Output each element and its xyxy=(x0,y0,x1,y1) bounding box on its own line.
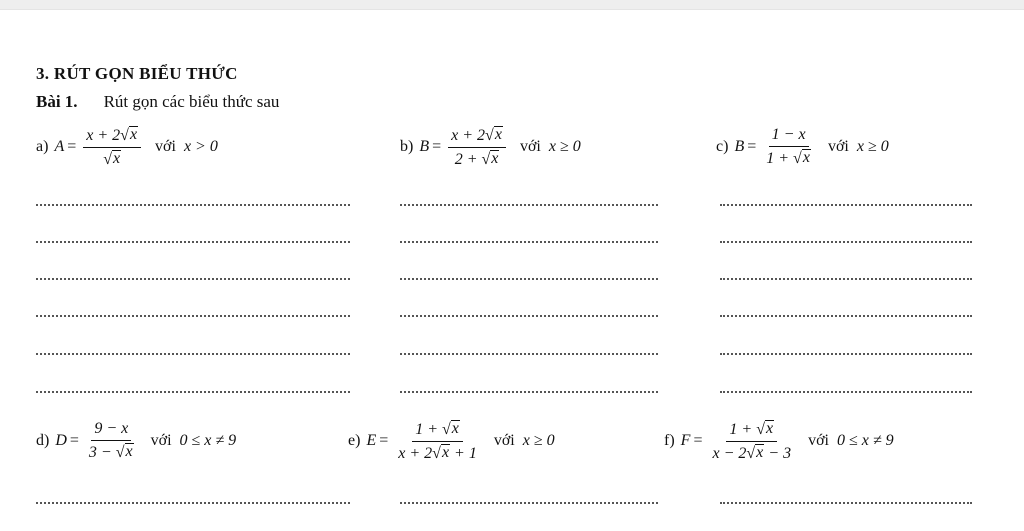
numerator xyxy=(448,126,506,148)
radicand: x xyxy=(451,420,459,437)
square-root xyxy=(481,150,499,168)
radical-sign: √ xyxy=(115,443,125,461)
lesson-number: Bài 1. xyxy=(36,92,78,111)
expression-variable: A xyxy=(54,138,65,156)
condition-word: với xyxy=(808,432,829,450)
problem-label: d) xyxy=(36,431,50,449)
condition: 0 ≤ x ≠ 9 xyxy=(836,432,894,450)
denominator-text: 1 + xyxy=(766,149,794,167)
answer-line xyxy=(36,315,350,317)
fraction xyxy=(83,126,141,169)
square-root xyxy=(120,126,138,144)
radicand: x xyxy=(129,126,138,143)
answer-line xyxy=(400,204,658,206)
condition: x ≥ 0 xyxy=(522,432,555,450)
radicand: x xyxy=(125,443,133,460)
square-root xyxy=(485,126,503,144)
radical-sign: √ xyxy=(756,420,765,438)
numerator xyxy=(83,126,141,148)
problem-label: c) xyxy=(716,137,729,155)
condition: x ≥ 0 xyxy=(548,138,581,156)
denominator xyxy=(709,442,794,463)
square-root xyxy=(756,420,774,438)
lesson-description: Rút gọn các biểu thức sau xyxy=(103,92,280,111)
radical-sign: √ xyxy=(442,420,451,438)
denominator-text: 2 + xyxy=(454,150,482,168)
answer-line xyxy=(720,391,972,393)
problem-c xyxy=(716,126,889,168)
numerator-text: 1 + xyxy=(729,420,757,438)
numerator: 9 − x xyxy=(91,420,131,441)
viewer-top-bar xyxy=(0,0,1024,10)
answer-line xyxy=(36,204,350,206)
condition-word: với xyxy=(493,432,515,450)
expression-variable: B xyxy=(419,138,430,156)
equals-sign: = xyxy=(379,432,389,450)
answer-line xyxy=(36,391,350,393)
radicand: x xyxy=(112,149,121,167)
radicand: x xyxy=(802,149,810,166)
equals-sign: = xyxy=(67,138,77,156)
problem-label: b) xyxy=(400,138,414,156)
condition-word: với xyxy=(150,431,172,449)
answer-line xyxy=(400,315,658,317)
equals-sign: = xyxy=(69,431,79,449)
denominator-text: x + 2 xyxy=(398,444,433,462)
denominator xyxy=(86,441,137,462)
problem-d xyxy=(36,420,236,462)
answer-line xyxy=(36,353,350,355)
answer-line xyxy=(400,278,658,280)
answer-line xyxy=(36,278,350,280)
radicand: x xyxy=(491,149,499,167)
problem-b xyxy=(400,126,581,169)
answer-line xyxy=(720,315,972,317)
condition-word: với xyxy=(519,138,541,156)
radical-sign: √ xyxy=(485,126,494,144)
equals-sign: = xyxy=(747,137,757,155)
answer-line xyxy=(36,502,350,504)
denominator xyxy=(452,148,503,169)
condition: x > 0 xyxy=(183,138,218,156)
denominator-tail: + 1 xyxy=(450,444,477,462)
radicand: x xyxy=(756,443,764,461)
radical-sign: √ xyxy=(432,444,441,462)
expression-variable: E xyxy=(366,432,377,450)
fraction xyxy=(86,420,137,462)
denominator-tail: − 3 xyxy=(764,444,792,462)
numerator-text: x + 2 xyxy=(86,126,121,144)
answer-line xyxy=(720,278,972,280)
radicand: x xyxy=(441,443,450,461)
answer-line xyxy=(400,353,658,355)
radicand: x xyxy=(494,126,502,143)
problem-label: a) xyxy=(36,138,49,156)
condition: x ≥ 0 xyxy=(856,137,889,155)
denominator xyxy=(100,148,124,169)
answer-line xyxy=(400,391,658,393)
radical-sign: √ xyxy=(793,149,802,167)
fraction xyxy=(709,420,794,463)
section-title: 3. RÚT GỌN BIỂU THỨC xyxy=(36,64,238,83)
answer-line xyxy=(720,241,972,243)
square-root xyxy=(116,443,134,461)
square-root xyxy=(103,150,121,168)
radical-sign: √ xyxy=(746,444,756,462)
numerator xyxy=(412,420,463,442)
expression-variable: F xyxy=(680,432,691,450)
problem-e xyxy=(348,420,555,463)
denominator-text: x − 2 xyxy=(712,444,747,462)
condition-word: với xyxy=(827,137,849,155)
fraction xyxy=(763,126,814,168)
denominator xyxy=(763,147,814,168)
square-root xyxy=(793,149,811,167)
numerator-text: x + 2 xyxy=(451,126,486,144)
answer-line xyxy=(36,241,350,243)
radicand: x xyxy=(766,420,774,437)
denominator-text: 3 − xyxy=(88,443,116,461)
condition: 0 ≤ x ≠ 9 xyxy=(179,431,237,449)
numerator-text: 1 + xyxy=(415,420,442,438)
equals-sign: = xyxy=(693,432,703,450)
expression-variable: D xyxy=(55,431,67,449)
radical-sign: √ xyxy=(120,126,129,144)
problem-label: e) xyxy=(348,432,361,450)
square-root xyxy=(442,420,460,438)
square-root xyxy=(432,444,450,462)
answer-line xyxy=(720,353,972,355)
expression-variable: B xyxy=(734,137,745,155)
condition-word: với xyxy=(155,138,176,156)
problem-label: f) xyxy=(664,432,675,450)
fraction xyxy=(395,420,480,463)
answer-line xyxy=(720,204,972,206)
answer-line xyxy=(400,502,658,504)
denominator xyxy=(395,442,480,463)
problem-a xyxy=(36,126,218,169)
problem-f xyxy=(664,420,894,463)
equals-sign: = xyxy=(432,138,442,156)
fraction xyxy=(448,126,506,169)
numerator xyxy=(726,420,777,442)
numerator: 1 − x xyxy=(769,126,809,147)
answer-line xyxy=(720,502,972,504)
radical-sign: √ xyxy=(103,150,112,168)
answer-line xyxy=(400,241,658,243)
square-root xyxy=(746,444,764,462)
lesson-heading xyxy=(36,92,279,112)
radical-sign: √ xyxy=(481,150,491,168)
